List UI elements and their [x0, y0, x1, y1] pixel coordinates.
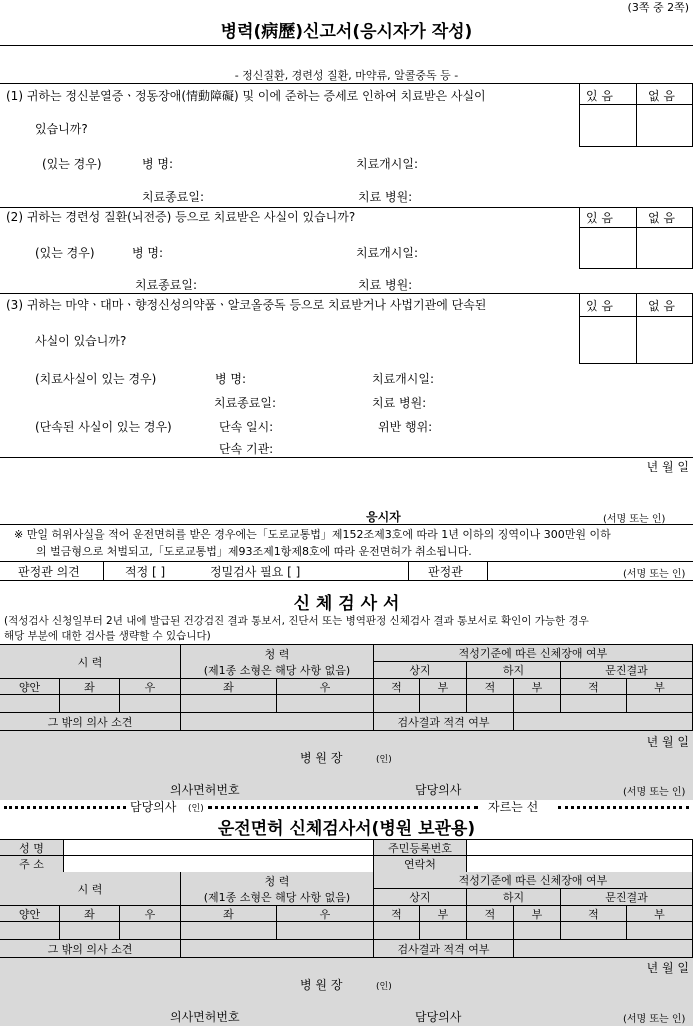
exam1-sign: (서명 또는 인) [623, 787, 686, 798]
vision-left-col: 좌 [84, 680, 95, 694]
other-opinion-label-2: 그 밖의 의사 소견 [47, 942, 133, 956]
exam-title: 신 체 검 사 서 [293, 594, 400, 614]
q2-yes-label: 있 음 [586, 211, 613, 225]
contact-field[interactable] [467, 856, 693, 873]
q3-caught-date: 단속 일시: [219, 420, 274, 434]
q3-line1: (3) 귀하는 마약ㆍ대마ㆍ향정신성의약품ㆍ알코올중독 등으로 치료받거나 사법기관에 단속된 [6, 298, 487, 312]
q2-start-date: 치료개시일: [356, 246, 419, 260]
resident-no-label: 주민등록번호 [388, 841, 452, 855]
q3-start-date: 치료개시일: [372, 372, 435, 386]
q3-disease: 병 명: [215, 372, 247, 386]
exam1-license-no: 의사면허번호 [170, 783, 240, 797]
q2-no-label: 없 음 [648, 211, 675, 225]
address-label: 주 소 [19, 858, 44, 871]
q3-yes-label: 있 음 [586, 299, 613, 313]
hearing-header-2: 청 력 [264, 874, 290, 888]
interview-no-col: 부 [654, 680, 665, 694]
q3-agency: 단속 기관: [219, 442, 274, 456]
q2-if-yes: (있는 경우) [35, 246, 95, 260]
cut-seal: (인) [188, 804, 204, 814]
exam2-doctor: 담당의사 [415, 1010, 462, 1024]
judge-officer-label: 판정관 [428, 565, 463, 579]
exam1-hospital-seal: (인) [376, 755, 392, 765]
upper-ok-col-2: 적 [391, 907, 402, 921]
q3-yes-checkbox[interactable] [580, 317, 635, 363]
q2-line1: (2) 귀하는 경련성 질환(뇌전증) 등으로 치료받은 사실이 있습니까? [6, 210, 356, 224]
q2-yes-checkbox[interactable] [580, 228, 635, 268]
upper-limb-header: 상지 [409, 664, 431, 677]
upper-no-col-2: 부 [437, 907, 449, 921]
form-subtitle: - 정신질환, 경련성 질환, 마약류, 알콜중독 등 - [234, 69, 459, 82]
lower-limb-header: 하지 [502, 664, 525, 677]
interview-header: 문진결과 [605, 664, 648, 677]
address-field[interactable] [64, 856, 374, 873]
exam2-date: 년 월 일 [646, 961, 689, 975]
cut-doctor: 담당의사 [130, 800, 177, 814]
q2-no-checkbox[interactable] [637, 228, 692, 268]
exam-note-line1: (적성검사 신청일부터 2년 내에 발급된 건강검진 결과 통보서, 진단서 또는 병역판정 신체검사 결과 통보서로 확인이 가능한 경우 [4, 615, 589, 627]
exam2-license-no: 의사면허번호 [170, 1010, 240, 1024]
lower-no-col-2: 부 [531, 907, 543, 921]
contact-label: 연락처 [404, 858, 436, 871]
q1-yes-label: 있 음 [586, 89, 613, 103]
exam-note-line2: 해당 부분에 대한 검사를 생략할 수 있습니다) [4, 630, 211, 642]
hearing-header: 청 력 [264, 647, 290, 661]
vision-left-col-2: 좌 [84, 907, 95, 921]
hearing-right-col: 우 [319, 680, 331, 694]
cut-line-label: 자르는 선 [488, 800, 539, 814]
page-counter: (3쪽 중 2쪽) [627, 1, 689, 14]
judge-fit-checkbox[interactable]: 적정 [ ] [125, 565, 166, 579]
hearing-note-2: (제1종 소형은 해당 사항 없음) [203, 890, 351, 904]
q1-disease: 병 명: [142, 157, 174, 171]
vision-right-col: 우 [144, 680, 156, 694]
q1-if-yes: (있는 경우) [42, 157, 102, 171]
interview-ok-col: 적 [588, 680, 599, 694]
vision-header-2: 시 력 [77, 882, 103, 896]
exam1-date: 년 월 일 [646, 735, 689, 749]
disability-header-2: 적성기준에 따른 신체장애 여부 [458, 874, 608, 887]
q1-no-checkbox[interactable] [637, 105, 692, 146]
interview-no-col-2: 부 [654, 907, 665, 921]
exam2-sign: (서명 또는 인) [623, 1014, 686, 1025]
q3-end-date: 치료종료일: [214, 396, 277, 410]
vision-header: 시 력 [77, 655, 103, 669]
hearing-note: (제1종 소형은 해당 사항 없음) [203, 663, 351, 677]
q1-line1: (1) 귀하는 정신분열증ㆍ정동장애(情動障礙) 및 이에 준하는 증세로 인하여 치료받은 사실이 [6, 89, 486, 103]
lower-ok-col-2: 적 [484, 907, 496, 921]
exam2-hospital-head: 병 원 장 [300, 978, 343, 992]
q1-end-date: 치료종료일: [142, 190, 205, 204]
result-label: 검사결과 적격 여부 [397, 715, 490, 729]
q2-disease: 병 명: [132, 246, 164, 260]
form-title: 병력(病歷)신고서(응시자가 작성) [220, 22, 473, 42]
upper-ok-col: 적 [391, 680, 402, 694]
other-opinion-label: 그 밖의 의사 소견 [47, 715, 133, 729]
q3-if-treated: (치료사실이 있는 경우) [35, 372, 157, 386]
q3-hospital: 치료 병원: [372, 396, 427, 410]
interview-ok-col-2: 적 [588, 907, 599, 921]
q3-violation: 위반 행위: [378, 420, 433, 434]
q1-line2: 있습니까? [35, 122, 88, 136]
hearing-left-col-2: 좌 [223, 907, 234, 921]
applicant-sign: (서명 또는 인) [603, 514, 666, 525]
q2-hospital: 치료 병원: [358, 278, 413, 292]
lower-limb-header-2: 하지 [502, 891, 525, 904]
exam1-doctor: 담당의사 [415, 783, 462, 797]
q3-no-checkbox[interactable] [637, 317, 692, 363]
upper-limb-header-2: 상지 [409, 891, 431, 904]
hearing-right-col-2: 우 [319, 907, 331, 921]
judge-opinion-label: 판정관 의견 [18, 565, 80, 579]
judge-detail-checkbox[interactable]: 정밀검사 필요 [ ] [210, 565, 301, 579]
name-label: 성 명 [19, 841, 44, 855]
patient-info-table [0, 839, 693, 873]
exam-table-2 [0, 872, 693, 1026]
lower-no-col: 부 [531, 680, 543, 694]
q1-yes-checkbox[interactable] [580, 105, 635, 146]
exam-table-1 [0, 644, 693, 800]
hearing-left-col: 좌 [223, 680, 234, 694]
second-title: 운전면허 신체검사서(병원 보관용) [217, 819, 476, 839]
warning-line1: ※ 만일 허위사실을 적어 운전면허를 받은 경우에는「도로교통법」제152조제3호에 따라 1년 이하의 징역이나 300만원 이하 [14, 528, 611, 541]
resident-no-field[interactable] [467, 840, 693, 856]
q3-line2: 사실이 있습니까? [35, 334, 127, 348]
q1-no-label: 없 음 [648, 89, 675, 103]
both-eyes-col-2: 양안 [18, 907, 41, 921]
exam2-hospital-seal: (인) [376, 982, 392, 992]
exam1-hospital-head: 병 원 장 [300, 751, 343, 765]
judge-sign: (서명 또는 인) [623, 569, 686, 580]
both-eyes-col: 양안 [18, 680, 41, 694]
warning-line2: 의 벌금형으로 처벌되고,「도로교통법」제93조제1항제8호에 따라 운전면허가 취소됩니다. [36, 545, 472, 558]
q1-hospital: 치료 병원: [358, 190, 413, 204]
result-label-2: 검사결과 적격 여부 [397, 942, 490, 956]
disability-header: 적성기준에 따른 신체장애 여부 [458, 647, 608, 660]
q3-if-caught: (단속된 사실이 있는 경우) [35, 420, 172, 434]
upper-no-col: 부 [437, 680, 449, 694]
q3-no-label: 없 음 [648, 299, 675, 313]
applicant-label: 응시자 [366, 510, 401, 524]
q1-start-date: 치료개시일: [356, 157, 419, 171]
interview-header-2: 문진결과 [605, 891, 648, 904]
vision-right-col-2: 우 [144, 907, 156, 921]
q2-end-date: 치료종료일: [135, 278, 198, 292]
name-field[interactable] [64, 840, 374, 856]
lower-ok-col: 적 [484, 680, 496, 694]
applicant-date: 년 월 일 [646, 460, 689, 474]
